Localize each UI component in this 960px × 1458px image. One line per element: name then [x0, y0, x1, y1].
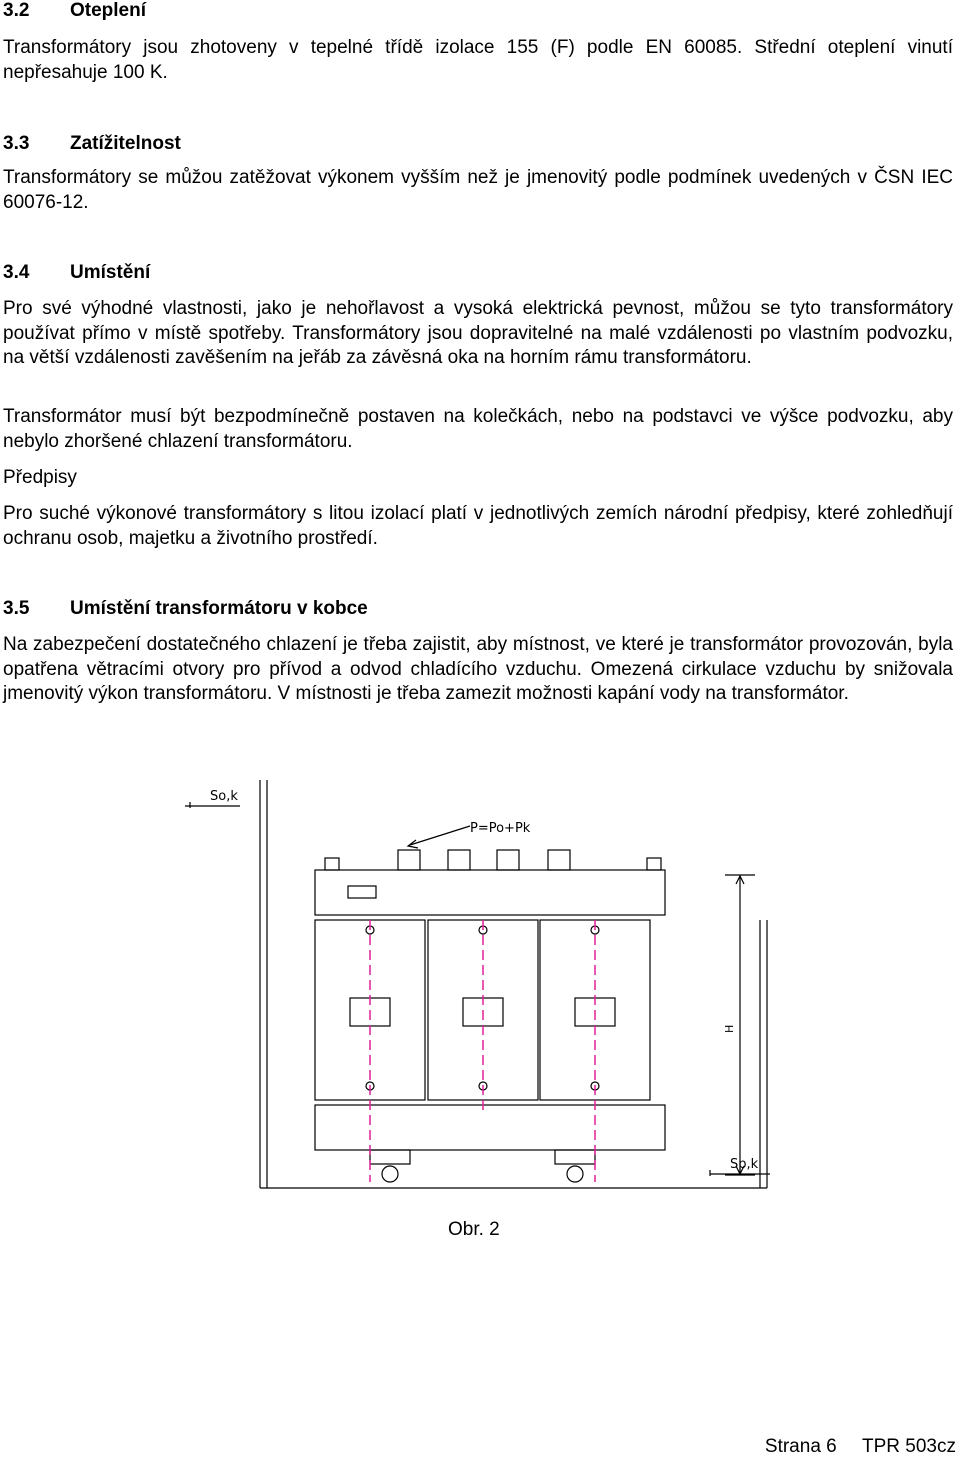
power-arrow: [410, 826, 470, 845]
subheading-predpisy: Předpisy: [3, 467, 77, 488]
heading-number: 3.4: [3, 262, 30, 283]
undercarriage-left: [370, 1150, 410, 1164]
coil-axes: [370, 920, 595, 1182]
heading-title: Oteplení: [70, 0, 147, 21]
heading-3-2: [3, 0, 146, 22]
footer-page-number: Strana 6: [764, 1436, 837, 1457]
heading-3-5: [3, 598, 368, 620]
page-footer: [745, 1436, 956, 1458]
transformer-cell-drawing: [180, 770, 780, 1200]
terminal-4: [548, 850, 570, 870]
heading-title: Umístění transformátoru v kobce: [70, 598, 368, 619]
heading-title: Umístění: [70, 262, 151, 283]
lower-frame: [315, 1105, 665, 1150]
undercarriage-right: [555, 1150, 595, 1164]
figure-caption: Obr. 2: [448, 1219, 500, 1240]
terminal-3: [497, 850, 519, 870]
terminal-2: [448, 850, 470, 870]
heading-title: Zatížitelnost: [70, 133, 181, 154]
paragraph-3-4-c: Pro suché výkonové transformátory s litou izolací platí v jednotlivých zemích národní předpisy, které zohledňují ochranu osob, majetku a životního prostředí.: [3, 503, 953, 549]
rating-plate: [348, 886, 376, 898]
heading-number: 3.3: [3, 133, 30, 154]
label-height: H: [723, 1024, 736, 1033]
label-so-k: So,k: [210, 789, 238, 804]
heading-number: 3.5: [3, 598, 30, 619]
label-sp-k: Sp,k: [730, 1157, 759, 1172]
wheel-right: [567, 1166, 583, 1182]
paragraph-3-5: Na zabezpečení dostatečného chlazení je třeba zajistit, aby místnost, ve které je transformátor provozován, byla opatřena větracími otvory pro přívod a odvod chladícího vzduchu. Omezená cirkulace vzduchu by snižovala jmenovitý výkon transformátoru. V místnosti je třeba zamezit možnosti kapání vody na transformátor.: [3, 634, 953, 704]
paragraph-3-4-a: Pro své výhodné vlastnosti, jako je nehořlavost a vysoká elektrická pevnost, můžou se tyto transformátory používat přímo v místě spotřeby. Transformátory jsou dopravitelné na malé vzdálenosti po vlastním podvozku, na větší vzdálenosti zavěšením na jeřáb za závěsná oka na horním rámu transformátoru.: [3, 298, 953, 368]
heading-3-4: [3, 262, 150, 284]
footer-document-code: TPR 503cz: [862, 1436, 956, 1457]
heading-3-3: [3, 133, 181, 155]
paragraph-3-2: Transformátory jsou zhotoveny v tepelné třídě izolace 155 (F) podle EN 60085. Střední oteplení vinutí nepřesahuje 100 K.: [3, 37, 953, 83]
upper-frame: [315, 870, 665, 915]
paragraph-3-4-b: Transformátor musí být bezpodmínečně postaven na kolečkách, nebo na podstavci ve výšce podvozku, aby nebylo zhoršené chlazení transformátoru.: [3, 406, 953, 452]
heading-number: 3.2: [3, 0, 30, 21]
wheel-left: [382, 1166, 398, 1182]
paragraph-3-3: Transformátory se můžou zatěžovat výkonem vyšším než je jmenovitý podle podmínek uvedených v ČSN IEC 60076-12.: [3, 167, 953, 213]
label-power: P=Po+Pk: [470, 821, 531, 836]
terminal-1: [398, 850, 420, 870]
